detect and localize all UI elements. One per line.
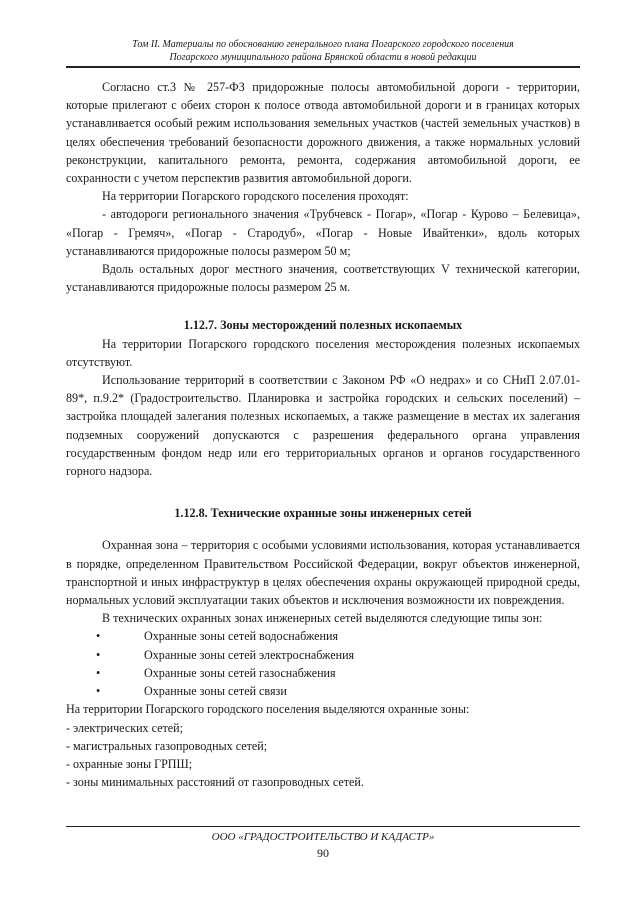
footer-divider <box>66 826 580 827</box>
bullet-icon: • <box>96 647 101 662</box>
page-header <box>66 38 580 64</box>
paragraph-subsoil-law: Использование территорий в соответствии с Законом РФ «О недрах» и со СНиП 2.07.01-89*, п.9.2* (Градостроительство. Планировка и застройка городских и сельских поселений) – застройка площадей залегания полезных ископаемых, а также размещение в местах их залегания подземных сооружений допускаются с разрешения федерального органа управления государственным фондом недр или его территориальных органов и органов государственного горного надзора. <box>66 373 580 479</box>
page-footer <box>66 830 580 860</box>
header-line-1: Том II. Материалы по обоснованию генерального плана Погарского городского поселения <box>132 39 514 50</box>
list-item: • Охранные зоны сетей связи <box>66 682 580 700</box>
zone-types-list <box>66 627 580 700</box>
paragraph-regional-roads: - автодороги регионального значения «Трубчевск - Погар», «Погар - Курово – Белевица», «Погар - Гремяч», «Погар - Стародуб», «Погар - Новые Ивайтенки», вдоль которых устанавливаются придорожные полосы размером 50 м; <box>66 207 580 258</box>
header-line-2: Погарского муниципального района Брянской области в новой редакции <box>169 52 477 63</box>
document-body <box>66 78 580 791</box>
list-item: - зоны минимальных расстояний от газопроводных сетей. <box>66 775 364 790</box>
list-item: - электрических сетей; <box>66 720 183 735</box>
bullet-icon: • <box>96 665 101 680</box>
paragraph-local-roads: Вдоль остальных дорог местного значения, соответствующих V технической категории, устанавливаются придорожные полосы размером 25 м. <box>66 262 580 295</box>
list-item: - охранные зоны ГРПШ; <box>66 756 193 771</box>
paragraph-no-deposits: На территории Погарского городского поселения месторождения полезных ископаемых отсутствуют. <box>66 336 580 369</box>
section-heading-mineral-deposits: 1.12.7. Зоны месторождений полезных ископаемых <box>183 318 463 333</box>
bullet-icon: • <box>96 629 101 644</box>
footer-organization: ООО «ГРАДОСТРОИТЕЛЬСТВО И КАДАСТР» <box>211 831 435 843</box>
list-item: • Охранные зоны сетей электроснабжения <box>66 646 580 664</box>
page-number: 90 <box>317 846 329 860</box>
header-divider <box>66 66 580 68</box>
list-item: - магистральных газопроводных сетей; <box>66 738 268 753</box>
paragraph-settlement-zones-intro: На территории Погарского городского поселения выделяются охранные зоны: <box>66 702 470 717</box>
paragraph-roads-intro: На территории Погарского городского поселения проходят: <box>102 189 409 204</box>
list-item: • Охранные зоны сетей газоснабжения <box>66 664 580 682</box>
paragraph-zone-types-intro: В технических охранных зонах инженерных сетей выделяются следующие типы зон: <box>102 611 543 626</box>
bullet-icon: • <box>96 684 101 699</box>
section-heading-protection-zones: 1.12.8. Технические охранные зоны инженерных сетей <box>174 506 472 521</box>
paragraph-protection-zone-definition: Охранная зона – территория с особыми условиями использования, которая устанавливается в порядке, определенном Правительством Российской Федерации, вокруг объектов инженерной, транспортной и иных инфраструктур в целях обеспечения охраны окружающей природной среды, нормальных условий эксплуатации таких объектов и исключения возможности их повреждения. <box>66 538 580 608</box>
list-item: • Охранные зоны сетей водоснабжения <box>66 627 580 645</box>
paragraph-roadside-strips: Согласно ст.3 № 257-ФЗ придорожные полосы автомобильной дороги - территории, которые прилегают с обеих сторон к полосе отвода автомобильной дороги и в границах которых устанавливается особый режим использования земельных участков (частей земельных участков) в целях обеспечения требований безопасности дорожного движения, а также нормальных условий реконструкции, капитального ремонта, ремонта, содержания автомобильной дороги, ее сохранности с учетом перспектив развития автомобильной дороги. <box>66 80 580 186</box>
